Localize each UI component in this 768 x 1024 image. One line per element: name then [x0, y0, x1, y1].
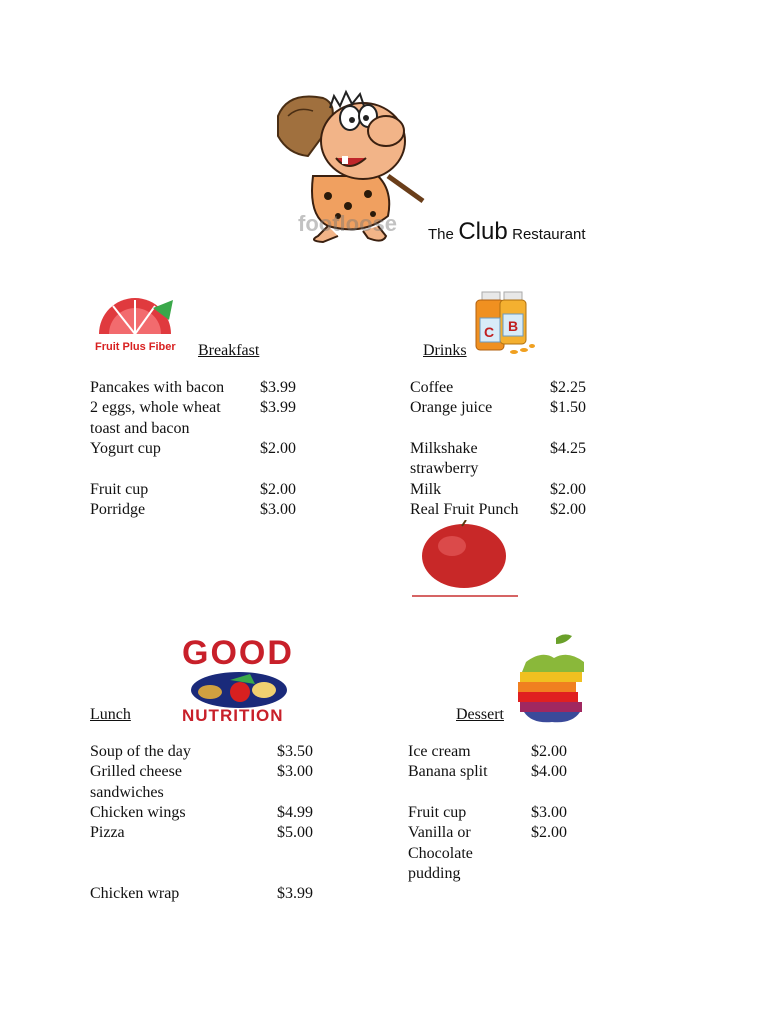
item-price: $3.99	[260, 379, 296, 396]
item-price: $4.99	[277, 804, 313, 821]
item-name: Yogurt cup	[90, 440, 161, 457]
lunch-menu	[90, 742, 330, 904]
fruit-plus-fiber-logo	[93, 296, 185, 358]
item-price: $3.00	[531, 804, 567, 821]
item-price: $3.00	[277, 763, 313, 781]
item-name: Milk	[410, 480, 442, 498]
item-name: Real Fruit Punch	[410, 500, 519, 518]
item-price: $3.00	[260, 500, 296, 518]
good-text: GOOD	[182, 634, 294, 672]
lunch-heading: Lunch	[90, 706, 131, 723]
item-price: $4.25	[550, 440, 586, 457]
fruit-apple-logo	[512, 632, 594, 724]
drinks-heading: Drinks	[423, 342, 467, 359]
item-price: $2.00	[531, 743, 567, 760]
item-price: $2.25	[550, 379, 586, 396]
item-name: Fruit cup	[408, 804, 467, 821]
item-price: $5.00	[277, 824, 313, 842]
apple-image	[412, 520, 518, 598]
item-price: $2.00	[531, 824, 567, 842]
dessert-menu	[408, 742, 588, 884]
item-name: Orange juice	[410, 399, 493, 417]
item-name: Coffee	[410, 379, 454, 396]
fruit-plus-fiber-text: Fruit Plus Fiber	[95, 341, 176, 353]
item-name: Ice cream	[408, 743, 471, 760]
nutrition-text: NUTRITION	[182, 706, 284, 725]
breakfast-menu	[90, 378, 320, 520]
item-name: Chicken wrap	[90, 884, 180, 902]
item-price: $3.99	[277, 884, 313, 902]
item-name: Banana split	[408, 763, 488, 781]
vitamin-c-label: C	[484, 324, 495, 340]
item-price: $2.00	[550, 500, 586, 518]
title-the: The	[428, 226, 454, 243]
title-club: Club	[458, 218, 508, 245]
item-price: $2.00	[550, 480, 586, 498]
vitamins-image	[470, 290, 540, 360]
title-restaurant: Restaurant	[512, 226, 586, 243]
breakfast-heading: Breakfast	[198, 342, 260, 359]
item-name: Soup of the day	[90, 743, 191, 760]
item-name: Pancakes with bacon	[90, 379, 225, 396]
restaurant-title	[428, 218, 586, 246]
item-name: Chicken wings	[90, 804, 186, 821]
item-name: Porridge	[90, 500, 146, 518]
item-price: $3.50	[277, 743, 313, 760]
item-price: $1.50	[550, 399, 586, 417]
item-price: $2.00	[260, 480, 296, 498]
drinks-menu	[410, 378, 600, 520]
item-price: $3.99	[260, 399, 296, 417]
item-name: Pizza	[90, 824, 125, 842]
item-price: $4.00	[531, 763, 567, 781]
dessert-heading: Dessert	[456, 706, 504, 723]
logo-watermark: footloose	[298, 211, 397, 236]
caveman-illustration	[268, 86, 428, 246]
item-name: 2 eggs, whole wheat toast and bacon	[90, 399, 221, 437]
item-price: $2.00	[260, 440, 296, 457]
item-name: Grilled cheese sandwiches	[90, 763, 182, 801]
vitamin-b-label: B	[508, 318, 519, 334]
item-name: Fruit cup	[90, 480, 149, 498]
item-name: Vanilla or Chocolate pudding	[408, 824, 473, 882]
good-nutrition-logo	[180, 636, 298, 726]
item-name: Milkshake strawberry	[410, 440, 479, 478]
